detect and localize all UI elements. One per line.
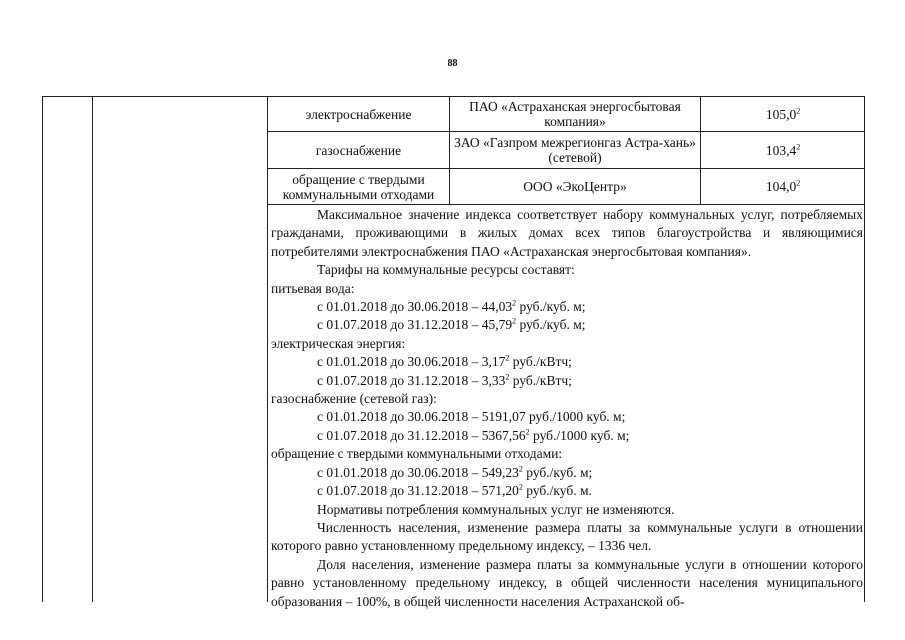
electricity-label: электрическая энергия:: [271, 335, 406, 351]
waste-label: обращение с твердыми коммунальными отходами:: [271, 446, 563, 462]
table-row: [268, 169, 449, 204]
tariff-line: с 01.07.2018 до 31.12.2018 – 45,79$^2$ руб./куб. м;: [317, 316, 586, 333]
table-row: [268, 132, 449, 168]
tariff-line: с 01.07.2018 до 31.12.2018 – 3,33$^2$ руб./кВтч;: [317, 372, 572, 388]
water-label: питьевая вода:: [271, 280, 355, 296]
tariff-line: с 01.01.2018 до 30.06.2018 – 44,03$^2$ руб./куб. м;: [317, 298, 586, 315]
tariff-line: с 01.07.2018 до 31.12.2018 – 5367,56$^2$ руб./1000 куб. м;: [317, 427, 630, 443]
page-number: 88: [447, 58, 458, 69]
column-divider: [92, 96, 93, 602]
table-row: [450, 169, 700, 204]
share-paragraph: Доля населения, изменение размера платы за коммунальные услуги в отношении которого равно установленному предельному индексу, в общей численности населения муниципального образования – 100%, в общей численности населения Астраханской об-: [271, 556, 863, 609]
index-value: 104,0$^2$: [765, 178, 801, 194]
index-value: 103,4$^2$: [765, 142, 801, 158]
tariff-line: с 01.01.2018 до 30.06.2018 – 549,23$^2$ руб./куб. м;: [317, 464, 593, 480]
tariff-line: с 01.01.2018 до 30.06.2018 – 3,17$^2$ руб./кВтч;: [317, 353, 572, 370]
table-row: [701, 97, 865, 131]
norms-paragraph: Нормативы потребления коммунальных услуг не изменяются.: [317, 501, 675, 517]
table-row: [450, 132, 700, 168]
service-name: газоснабжение: [315, 142, 402, 158]
service-name: электроснабжение: [305, 106, 412, 122]
table-row: [701, 132, 865, 168]
provider-name: ООО «ЭкоЦентр»: [523, 179, 627, 194]
provider-name: ПАО «Астраханская энергосбытовая компания»: [469, 99, 681, 129]
body-text: [271, 206, 863, 611]
provider-name: ЗАО «Газпром межрегионгаз Астра-хань» (сетевой): [454, 135, 696, 165]
tariff-line: с 01.01.2018 до 30.06.2018 – 5191,07 руб./1000 куб. м;: [317, 409, 626, 425]
gas-label: газоснабжение (сетевой газ):: [271, 391, 437, 407]
row-divider: [267, 204, 865, 205]
table-row: [268, 97, 449, 131]
tariff-line: с 01.07.2018 до 31.12.2018 – 571,20$^2$ руб./куб. м.: [317, 482, 592, 499]
service-name: обращение с твердыми коммунальными отходами: [282, 171, 435, 202]
population-paragraph: Численность населения, изменение размера платы за коммунальные услуги в отношении которого равно установленному предельному индексу, – 1336 чел.: [271, 519, 863, 554]
index-value: 105,0$^2$: [765, 106, 801, 122]
table-row: [450, 97, 700, 131]
paragraph-max-index: Максимальное значение индекса соответствует набору коммунальных услуг, потребляемых гражданами, проживающими в жилых домах всех типов благоустройства и являющимися потребителями электроснабжения ПАО «Астраханская энергосбытовая компания».: [271, 207, 863, 259]
tariffs-intro: Тарифы на коммунальные ресурсы составят:: [317, 262, 575, 278]
table-row: [701, 169, 865, 204]
